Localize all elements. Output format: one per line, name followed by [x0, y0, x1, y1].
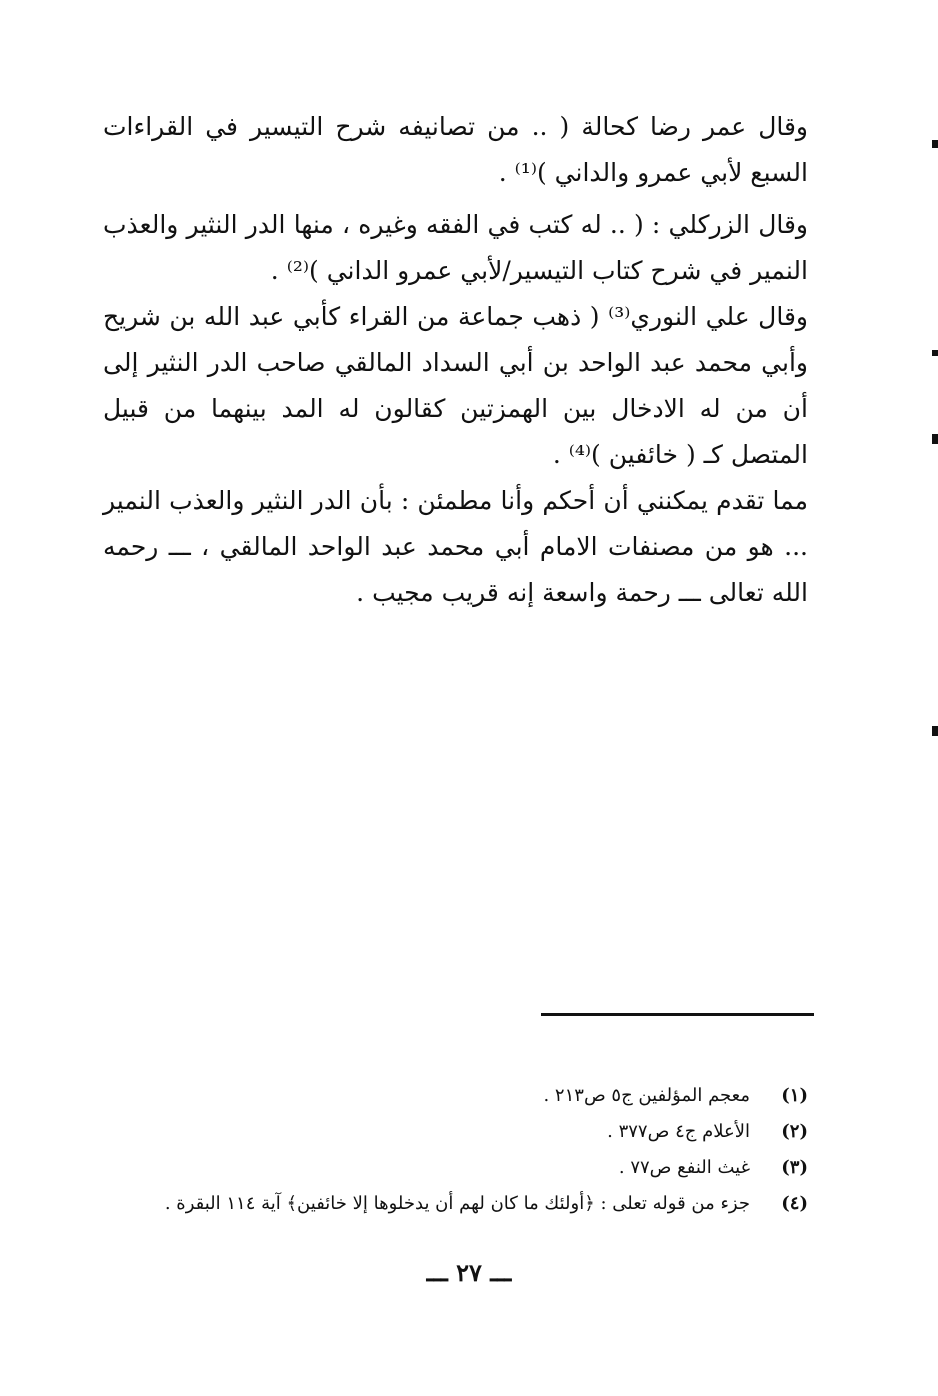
- footnote-text: جزء من قوله تعلى : ﴿أولئك ما كان لهم أن يدخلوها إلا خائفين﴾ آية ١١٤ البقرة .: [164, 1193, 750, 1214]
- footnote-number: (٢): [781, 1121, 808, 1142]
- footnote-1: [108, 1078, 808, 1114]
- footnote-number: (١): [781, 1085, 808, 1106]
- footnote-separator: [541, 1013, 814, 1016]
- paragraph-nouri-quote: وقال علي النوري⁽³⁾ ( ذهب جماعة من القراء كأبي عبد الله بن شريح وأبي محمد عبد الواحد بن أبي السداد المالقي صاحب الدر النثير إلى أن من له الادخال بين الهمزتين كقالون له المد بينهما من قبيل المتصل كـ ( خائفين )⁽⁴⁾ .: [103, 302, 808, 469]
- footnote-3: [108, 1150, 808, 1186]
- paragraph-zirikli-quote: وقال الزركلي : ( .. له كتب في الفقه وغيره ، منها الدر النثير والعذب النمير في شرح كتاب التيسير/لأبي عمرو الداني )⁽²⁾ .: [103, 210, 808, 285]
- scan-edge-mark: [932, 350, 938, 356]
- scan-edge-mark: [932, 726, 938, 736]
- footnote-text: معجم المؤلفين ج٥ ص٢١٣ .: [543, 1085, 750, 1106]
- footnote-number: (٣): [781, 1157, 808, 1178]
- footnote-text: غيث النفع ص٧٧ .: [618, 1157, 750, 1178]
- paragraph-kahhala-quote: وقال عمر رضا كحالة ( .. من تصانيفه شرح التيسير في القراءات السبع لأبي عمرو والداني )⁽¹⁾ .: [103, 112, 808, 187]
- paragraph-conclusion: مما تقدم يمكنني أن أحكم وأنا مطمئن : بأن الدر النثير والعذب النمير ... هو من مصنفات الامام أبي محمد عبد الواحد المالقي ، ـــ رحمه الله تعالى ـــ رحمة واسعة إنه قريب مجيب .: [103, 486, 808, 607]
- scan-edge-mark: [932, 140, 938, 148]
- footnote-2: [108, 1114, 808, 1150]
- footnote-4: [108, 1186, 808, 1222]
- footnote-number: (٤): [781, 1193, 808, 1214]
- main-text: [103, 104, 808, 616]
- footnote-text: الأعلام ج٤ ص٣٧٧ .: [607, 1121, 750, 1142]
- footnotes: [108, 1078, 808, 1222]
- scan-edge-mark: [932, 434, 938, 444]
- page-number: ـــ ٢٧ ـــ: [426, 1258, 512, 1287]
